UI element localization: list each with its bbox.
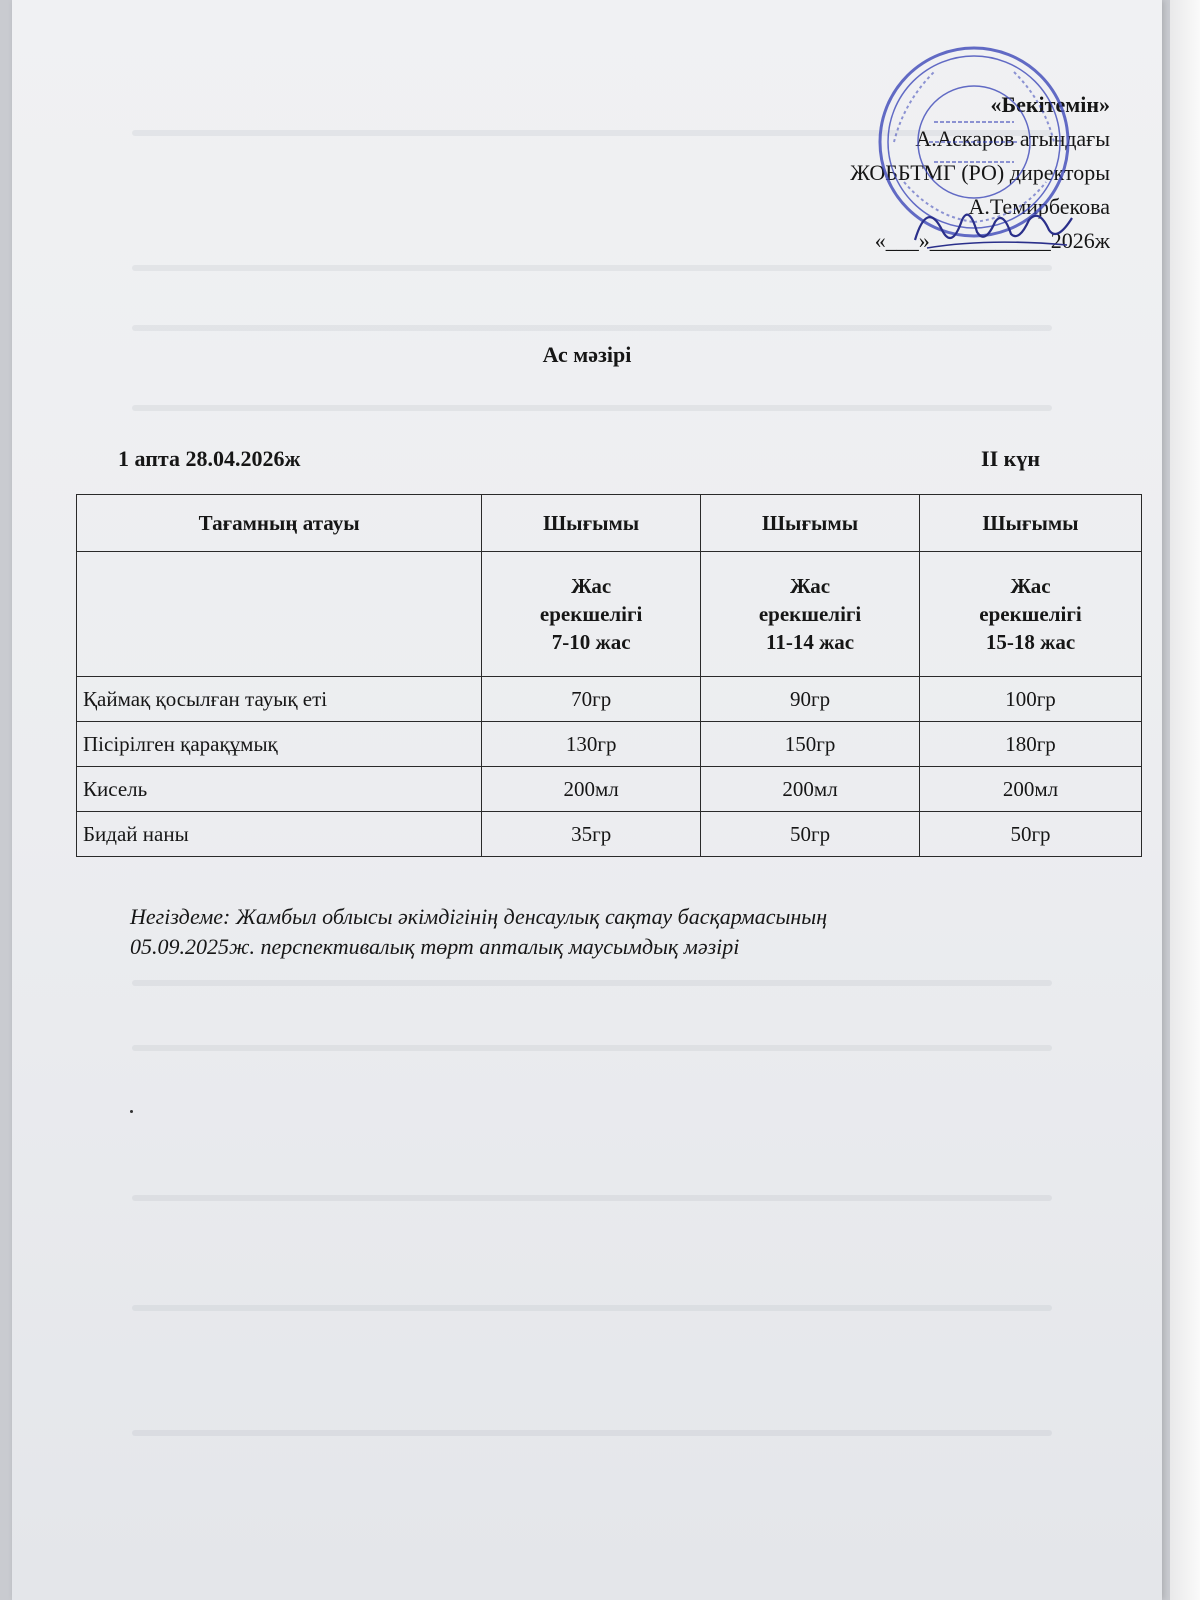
header-yield: Шығымы [920, 495, 1142, 552]
yield-value: 200мл [701, 767, 920, 812]
header-yield: Шығымы [482, 495, 701, 552]
dish-name: Бидай наны [77, 812, 482, 857]
age-group-word: ерекшелігі [979, 602, 1082, 626]
basis-line: 05.09.2025ж. перспективалық төрт апталық маусымдық мәзірі [130, 934, 740, 959]
bleed-through-line [132, 1045, 1052, 1051]
age-group-range: 11-14 жас [765, 630, 855, 654]
bleed-through-line [132, 265, 1052, 271]
ink-dot [130, 1110, 133, 1113]
document-page [12, 0, 1162, 1600]
header-dish-name: Тағамның атауы [77, 495, 482, 552]
age-group-range: 15-18 жас [985, 630, 1076, 654]
age-group-cell [482, 552, 701, 677]
age-group-word: Жас [790, 574, 831, 598]
bleed-through-line [132, 325, 1052, 331]
age-group-empty-cell [77, 552, 482, 677]
approval-title: «Бекітемін» [990, 92, 1110, 117]
day-label: ІІ күн [981, 446, 1040, 471]
yield-value: 100гр [920, 677, 1142, 722]
menu-table [76, 494, 1142, 857]
bleed-through-line [132, 405, 1052, 411]
bleed-through-line [132, 1305, 1052, 1311]
bleed-through-line [132, 1195, 1052, 1201]
approval-date-line: «___»___________2026ж [874, 228, 1110, 253]
basis-line: Негіздеме: Жамбыл облысы әкімдігінің денсаулық сақтау басқармасының [130, 904, 828, 929]
age-group-row [77, 552, 1142, 677]
dish-name: Кисель [77, 767, 482, 812]
yield-value: 90гр [701, 677, 920, 722]
table-row [77, 722, 1142, 767]
week-date-label: 1 апта 28.04.2026ж [118, 446, 301, 471]
age-group-word: Жас [1010, 574, 1051, 598]
table-row [77, 677, 1142, 722]
yield-value: 50гр [701, 812, 920, 857]
age-group-word: ерекшелігі [758, 602, 862, 626]
approval-line-name: А.Темирбекова [968, 194, 1110, 219]
age-group-word: ерекшелігі [539, 602, 643, 626]
bleed-through-line [132, 980, 1052, 986]
approval-line-school: А.Аскаров атындағы [915, 126, 1110, 151]
yield-value: 200мл [482, 767, 701, 812]
header-yield: Шығымы [701, 495, 920, 552]
yield-value: 50гр [920, 812, 1142, 857]
document-title: Ас мәзірі [542, 342, 632, 367]
table-row [77, 767, 1142, 812]
wall-background [1170, 0, 1200, 1600]
basis-note [130, 902, 1070, 962]
age-group-range: 7-10 жас [551, 630, 631, 654]
age-group-cell [701, 552, 920, 677]
table-row [77, 812, 1142, 857]
yield-value: 35гр [482, 812, 701, 857]
yield-value: 70гр [482, 677, 701, 722]
dish-name: Қаймақ қосылған тауық еті [77, 677, 482, 722]
dish-name: Пісірілген қарақұмық [77, 722, 482, 767]
bleed-through-line [132, 1430, 1052, 1436]
yield-value: 150гр [701, 722, 920, 767]
yield-value: 130гр [482, 722, 701, 767]
table-header-row [77, 495, 1142, 552]
age-group-word: Жас [571, 574, 612, 598]
yield-value: 200мл [920, 767, 1142, 812]
approval-line-position: ЖОББТМГ (РО) директоры [850, 160, 1110, 185]
age-group-cell [920, 552, 1142, 677]
director-signature [907, 190, 1077, 260]
yield-value: 180гр [920, 722, 1142, 767]
